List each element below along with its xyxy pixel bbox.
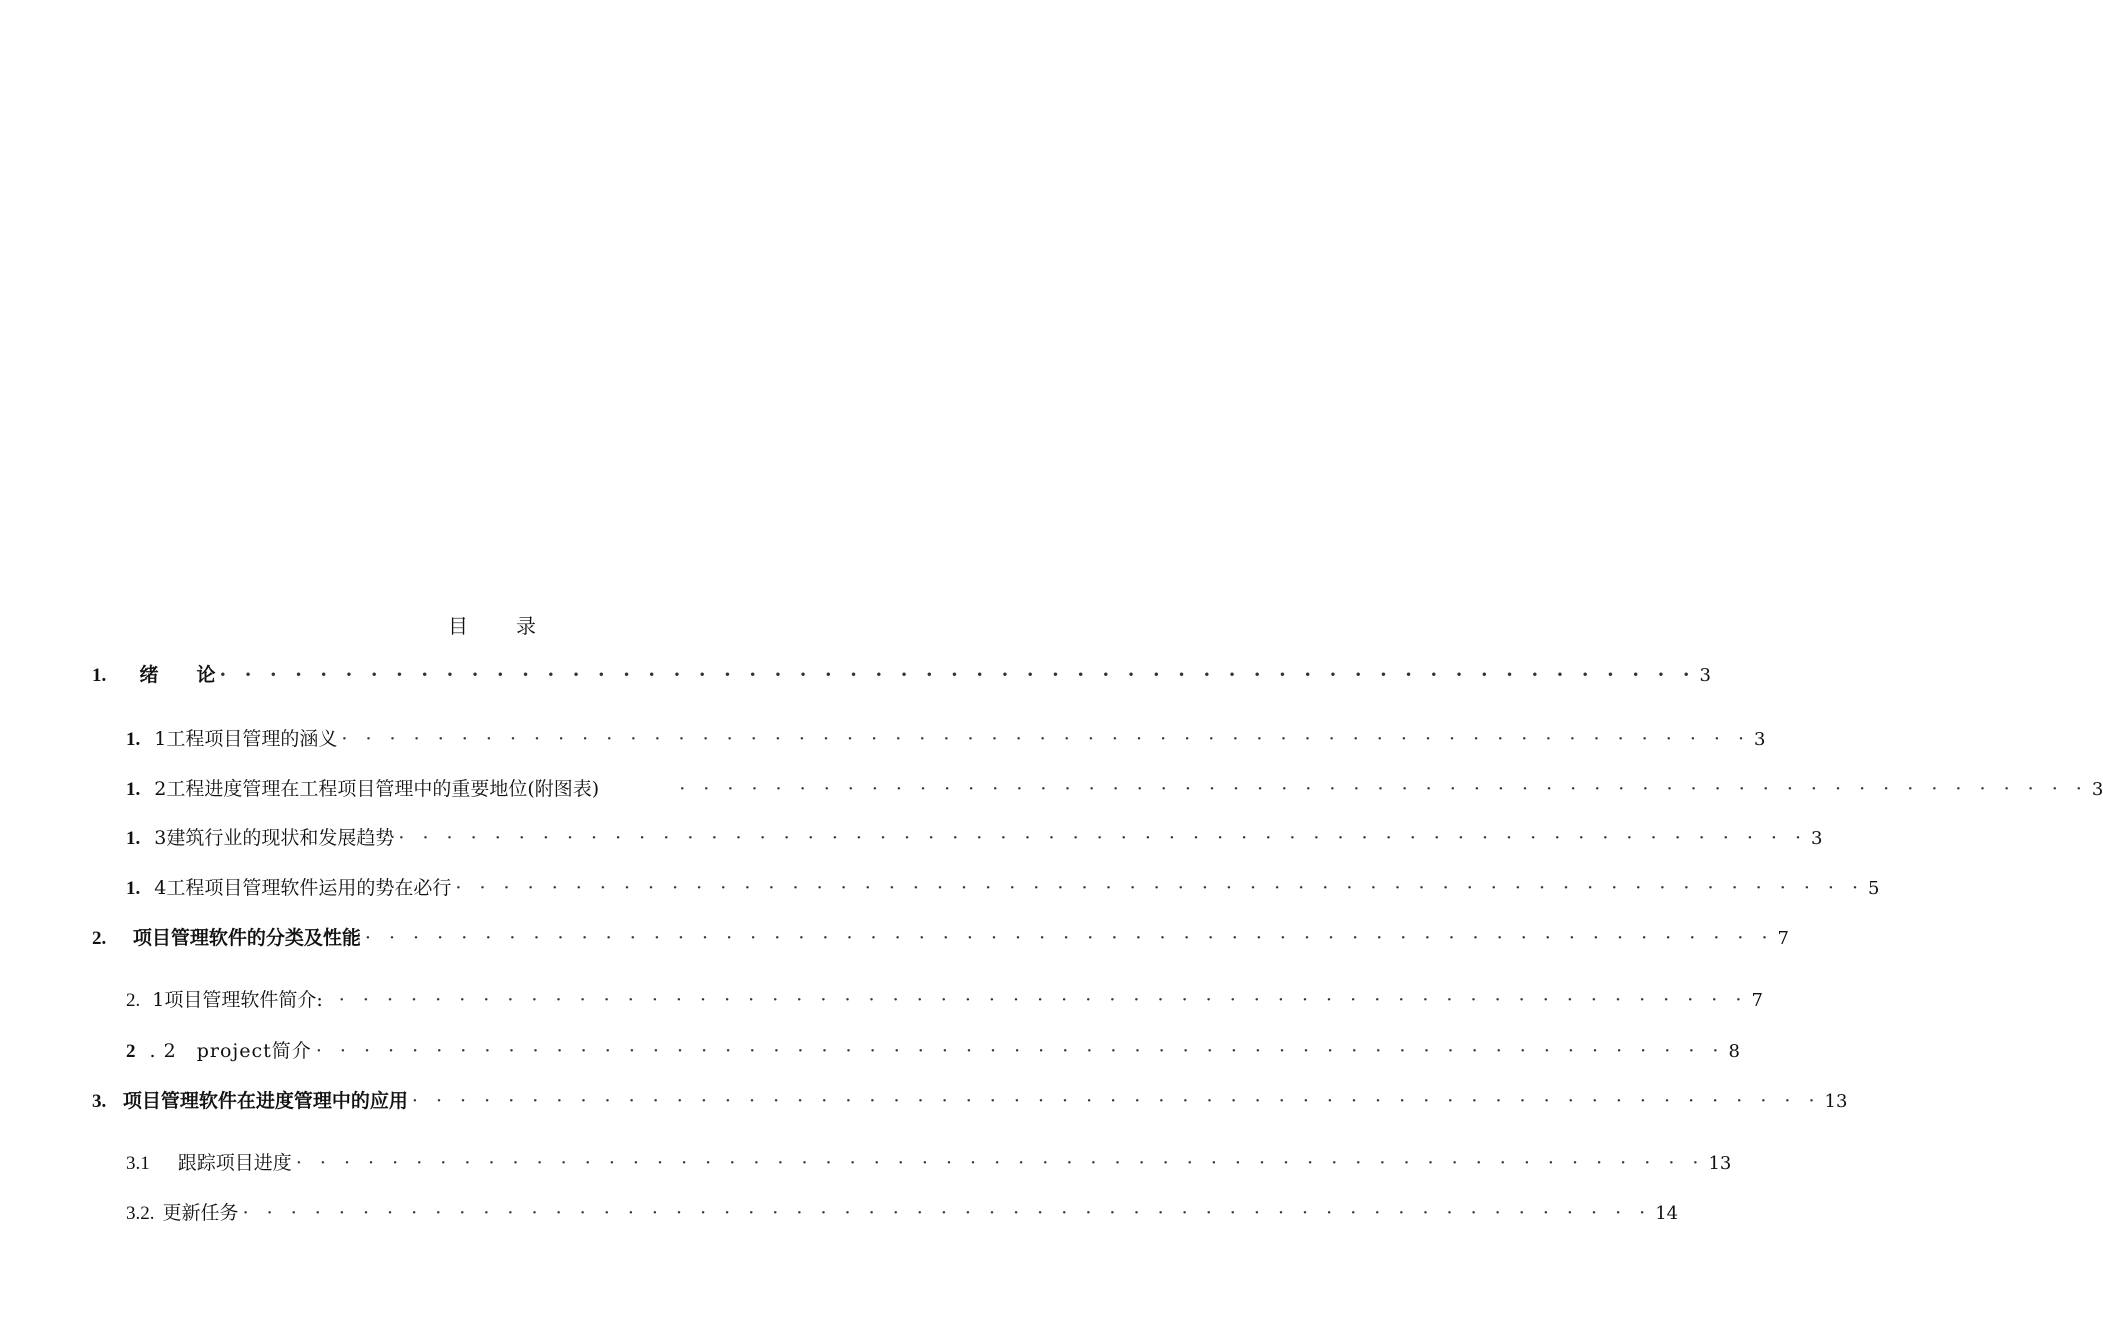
section-title: . 2 project简介 bbox=[149, 1040, 312, 1062]
section-title: 项目管理软件的分类及性能 bbox=[132, 927, 361, 949]
toc-entry-3-1[interactable] bbox=[126, 1148, 1732, 1178]
toc-entry-label bbox=[126, 724, 337, 751]
section-number: 2. bbox=[92, 928, 107, 949]
section-number: 3. bbox=[92, 1091, 107, 1112]
toc-entry-label bbox=[126, 823, 394, 850]
toc-entry-3-2[interactable] bbox=[126, 1198, 1679, 1228]
toc-entry-1-1[interactable] bbox=[126, 724, 1766, 754]
section-number: 2 bbox=[126, 1041, 136, 1062]
toc-entry-label bbox=[126, 1036, 312, 1063]
section-title: 4工程项目管理软件运用的势在必行 bbox=[154, 877, 452, 899]
dot-leader: · · · · · · · · · · · · · · · · · · · · · · · · · · · · · · · · · · · · · · · · · · · · · · · · · · · · · · · · · · · bbox=[338, 989, 1748, 1011]
dot-leader: · · · · · · · · · · · · · · · · · · · · · · · · · · · · · · · · · · · · · · · · · · · · · · · · · · · · · · · · · · · bbox=[219, 664, 1696, 686]
toc-entry-2-1[interactable] bbox=[126, 985, 1763, 1015]
section-title: 更新任务 bbox=[162, 1202, 239, 1224]
page-number: 13 bbox=[1708, 1153, 1732, 1174]
dot-leader: · · · · · · · · · · · · · · · · · · · · · · · · · · · · · · · · · · · · · · · · · · · · · · · · · · · · · · · · · · · bbox=[411, 1090, 1821, 1112]
section-number: 1. bbox=[126, 878, 141, 899]
section-title: 1工程项目管理的涵义 bbox=[154, 728, 338, 750]
page-number: 7 bbox=[1777, 928, 1789, 949]
section-title: 项目管理软件在进度管理中的应用 bbox=[122, 1090, 408, 1112]
section-title: 2工程进度管理在工程项目管理中的重要地位(附图表) bbox=[154, 778, 600, 800]
dot-leader: · · · · · · · · · · · · · · · · · · · · · · · · · · · · · · · · · · · · · · · · · · · · · · · · · · · · · · · · · · · bbox=[315, 1040, 1725, 1062]
toc-entry-3[interactable] bbox=[92, 1086, 1848, 1116]
page-number: 3 bbox=[1811, 828, 1823, 849]
page-number: 3 bbox=[1699, 665, 1711, 686]
page-number: 3 bbox=[2091, 779, 2103, 800]
section-title: 绪 论 bbox=[139, 664, 216, 686]
section-number: 3.2. bbox=[126, 1203, 155, 1224]
dot-leader: · · · · · · · · · · · · · · · · · · · · · · · · · · · · · · · · · · · · · · · · · · · · · · · · · · · · · · · · · · · bbox=[398, 827, 1808, 849]
dot-leader: · · · · · · · · · · · · · · · · · · · · · · · · · · · · · · · · · · · · · · · · · · · · · · · · · · · · · · · · · · · bbox=[295, 1152, 1705, 1174]
toc-entry-label bbox=[126, 1198, 239, 1225]
toc-entry-label bbox=[126, 873, 451, 900]
page-number: 3 bbox=[1754, 729, 1766, 750]
toc-entry-1-4[interactable] bbox=[126, 873, 1880, 903]
section-number: 1. bbox=[126, 828, 141, 849]
section-number: 1. bbox=[126, 779, 141, 800]
toc-entry-label bbox=[92, 923, 361, 950]
dot-leader: · · · · · · · · · · · · · · · · · · · · · · · · · · · · · · · · · · · · · · · · · · · · · · · · · · · · · · · · · · · bbox=[341, 728, 1751, 750]
dot-leader: · · · · · · · · · · · · · · · · · · · · · · · · · · · · · · · · · · · · · · · · · · · · · · · · · · · · · · · · · · · bbox=[455, 877, 1865, 899]
page-number: 8 bbox=[1728, 1041, 1740, 1062]
section-number: 3.1 bbox=[126, 1153, 150, 1174]
dot-leader: · · · · · · · · · · · · · · · · · · · · · · · · · · · · · · · · · · · · · · · · · · · · · · · · · · · · · · · · · · · bbox=[242, 1202, 1652, 1224]
toc-entry-label bbox=[92, 1086, 408, 1113]
section-number: 1. bbox=[92, 665, 107, 686]
toc-entry-label bbox=[126, 985, 323, 1012]
toc-entry-2-2[interactable] bbox=[126, 1036, 1740, 1066]
toc-entry-label bbox=[92, 660, 216, 687]
toc-entry-label bbox=[126, 1148, 292, 1175]
toc-entry-2[interactable] bbox=[92, 923, 1789, 953]
dot-leader: · · · · · · · · · · · · · · · · · · · · · · · · · · · · · · · · · · · · · · · · · · · · · · · · · · · · · · · · · · · bbox=[364, 927, 1774, 949]
section-number: 2. bbox=[126, 990, 141, 1011]
toc-entry-label bbox=[126, 774, 599, 801]
dot-leader: · · · · · · · · · · · · · · · · · · · · · · · · · · · · · · · · · · · · · · · · · · · · · · · · · · · · · · · · · · · bbox=[679, 778, 2088, 800]
toc-entry-1[interactable] bbox=[92, 660, 1711, 690]
toc-entry-1-3[interactable] bbox=[126, 823, 1823, 853]
page-number: 7 bbox=[1751, 990, 1763, 1011]
page-number: 5 bbox=[1868, 878, 1880, 899]
page-number: 13 bbox=[1824, 1091, 1848, 1112]
toc-title: 目 录 bbox=[448, 614, 550, 638]
section-title: 1项目管理软件简介: bbox=[152, 989, 323, 1011]
page-number: 14 bbox=[1655, 1203, 1679, 1224]
section-title: 3建筑行业的现状和发展趋势 bbox=[154, 827, 395, 849]
section-number: 1. bbox=[126, 729, 141, 750]
section-title: 跟踪项目进度 bbox=[177, 1152, 292, 1174]
toc-entry-1-2[interactable] bbox=[126, 774, 2103, 804]
